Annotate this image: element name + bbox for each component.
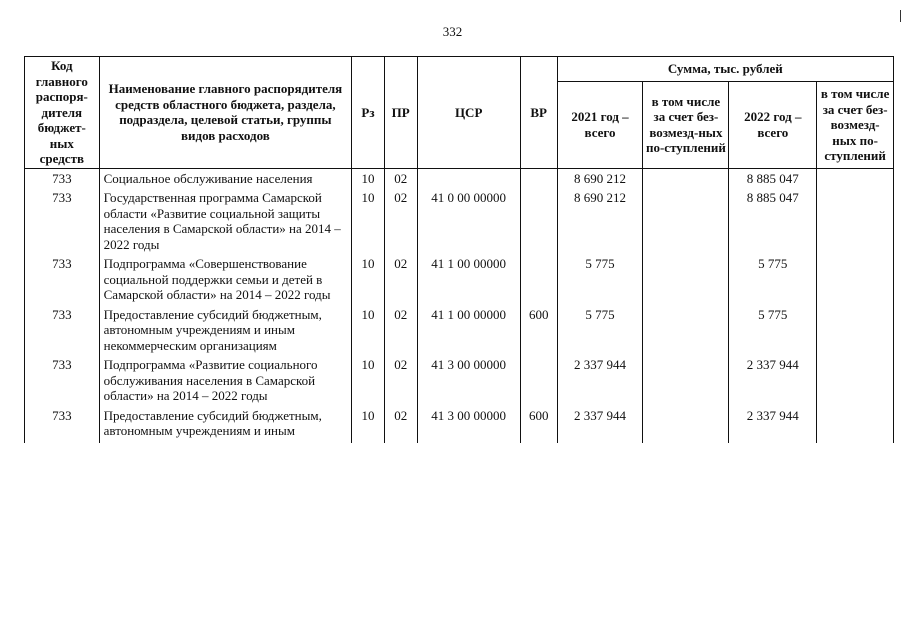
cell-2022-free	[817, 168, 894, 190]
cell-2021-total: 5 775	[557, 307, 643, 358]
cell-code: 733	[25, 408, 100, 443]
header-2021-free: в том числе за счет без-возмезд-ных по-ступлений	[643, 82, 729, 169]
edge-mark	[900, 10, 901, 22]
cell-2021-free	[643, 256, 729, 307]
table-row	[25, 357, 894, 408]
header-csr: ЦСР	[417, 57, 520, 169]
cell-2022-total: 2 337 944	[729, 408, 817, 443]
table-row	[25, 408, 894, 443]
header-vr: ВР	[520, 57, 557, 169]
table-row	[25, 307, 894, 358]
cell-name: Подпрограмма «Развитие социального обслуживания населения в Самарской области» на 2014 – 2022 годы	[99, 357, 352, 408]
cell-rz: 10	[352, 408, 385, 443]
cell-pr: 02	[384, 307, 417, 358]
cell-2021-free	[643, 408, 729, 443]
header-sum-group: Сумма, тыс. рублей	[557, 57, 893, 82]
cell-rz: 10	[352, 307, 385, 358]
cell-2021-total: 5 775	[557, 256, 643, 307]
cell-2021-total: 2 337 944	[557, 357, 643, 408]
header-rz: Рз	[352, 57, 385, 169]
header-code: Код главного распоря-дителя бюджет-ных средств	[25, 57, 100, 169]
header-2022-free: в том числе за счет без-возмезд-ных по-ступлений	[817, 82, 894, 169]
cell-rz: 10	[352, 357, 385, 408]
cell-code: 733	[25, 168, 100, 190]
cell-pr: 02	[384, 408, 417, 443]
cell-2021-total: 2 337 944	[557, 408, 643, 443]
header-2022-total: 2022 год – всего	[729, 82, 817, 169]
cell-csr	[417, 168, 520, 190]
cell-2021-free	[643, 168, 729, 190]
cell-2021-free	[643, 357, 729, 408]
cell-vr: 600	[520, 408, 557, 443]
cell-rz: 10	[352, 256, 385, 307]
cell-rz: 10	[352, 190, 385, 256]
header-pr: ПР	[384, 57, 417, 169]
cell-2022-free	[817, 408, 894, 443]
cell-pr: 02	[384, 256, 417, 307]
cell-vr: 600	[520, 307, 557, 358]
cell-csr: 41 3 00 00000	[417, 357, 520, 408]
header-name: Наименование главного распорядителя средств областного бюджета, раздела, подраздела, целевой статьи, группы видов расходов	[99, 57, 352, 169]
cell-2022-total: 5 775	[729, 256, 817, 307]
cell-csr: 41 1 00 00000	[417, 307, 520, 358]
cell-pr: 02	[384, 168, 417, 190]
cell-vr	[520, 357, 557, 408]
cell-2022-total: 2 337 944	[729, 357, 817, 408]
cell-vr	[520, 168, 557, 190]
table-row	[25, 168, 894, 190]
cell-name: Государственная программа Самарской области «Развитие социальной защиты населения в Самарской области» на 2014 – 2022 годы	[99, 190, 352, 256]
cell-2022-total: 5 775	[729, 307, 817, 358]
cell-2022-total: 8 885 047	[729, 190, 817, 256]
cell-name: Предоставление субсидий бюджетным, автономным учреждениям и иным	[99, 408, 352, 443]
table-body	[25, 168, 894, 443]
header-2021-total: 2021 год – всего	[557, 82, 643, 169]
cell-csr: 41 1 00 00000	[417, 256, 520, 307]
table-header	[25, 57, 894, 169]
cell-code: 733	[25, 190, 100, 256]
cell-rz: 10	[352, 168, 385, 190]
cell-name: Социальное обслуживание населения	[99, 168, 352, 190]
cell-2021-total: 8 690 212	[557, 190, 643, 256]
cell-name: Подпрограмма «Совершенствование социальной поддержки семьи и детей в Самарской области» на 2014 – 2022 годы	[99, 256, 352, 307]
cell-csr: 41 3 00 00000	[417, 408, 520, 443]
cell-vr	[520, 256, 557, 307]
cell-2021-free	[643, 190, 729, 256]
cell-pr: 02	[384, 357, 417, 408]
cell-2021-free	[643, 307, 729, 358]
budget-table	[24, 56, 894, 443]
cell-csr: 41 0 00 00000	[417, 190, 520, 256]
cell-2022-free	[817, 190, 894, 256]
cell-2022-total: 8 885 047	[729, 168, 817, 190]
page-number: 332	[442, 24, 463, 39]
cell-2022-free	[817, 307, 894, 358]
cell-code: 733	[25, 256, 100, 307]
cell-2022-free	[817, 357, 894, 408]
table-row	[25, 190, 894, 256]
cell-code: 733	[25, 357, 100, 408]
cell-vr	[520, 190, 557, 256]
cell-2021-total: 8 690 212	[557, 168, 643, 190]
cell-name: Предоставление субсидий бюджетным, автономным учреждениям и иным некоммерческим организациям	[99, 307, 352, 358]
cell-2022-free	[817, 256, 894, 307]
cell-code: 733	[25, 307, 100, 358]
table-row	[25, 256, 894, 307]
cell-pr: 02	[384, 190, 417, 256]
